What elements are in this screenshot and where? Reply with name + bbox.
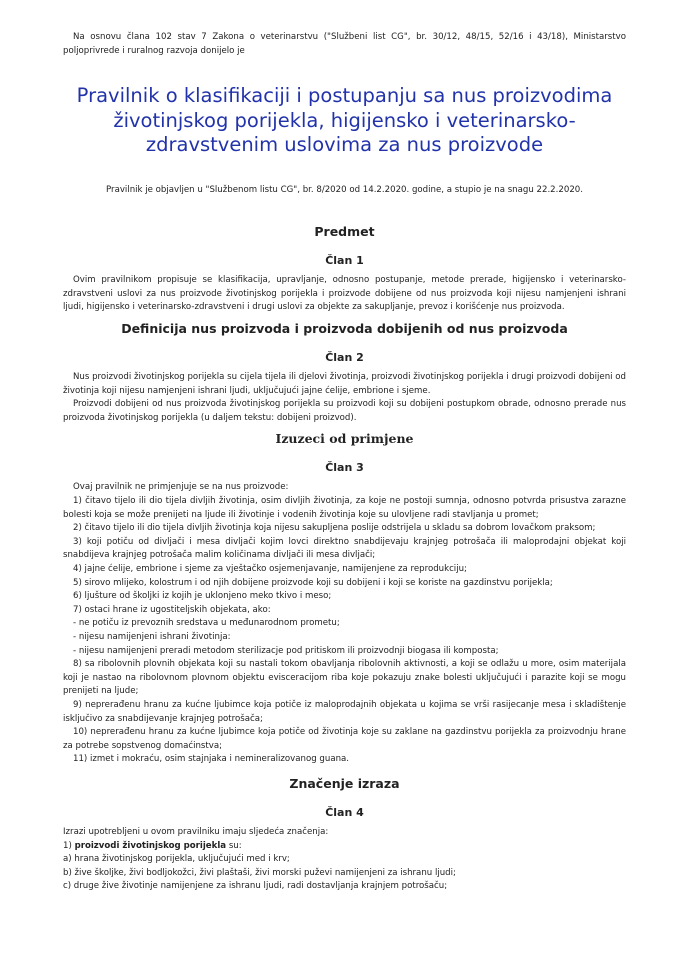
section-heading-znacenje: Značenje izraza [289,775,400,791]
paragraph: 10) neprerađenu hranu za kućne ljubimce koja potiče od životinja koje su zaklane na gazdinstvu porijekla za proizvodnju hrane za potrebe sopstvenog domaćinstva; [63,727,626,751]
item-number: 1) [63,840,75,851]
paragraph: 4) jajne ćelije, embrione i sjeme za vještačko osjemenjavanje, namijenjene za reprodukciju; [73,564,467,574]
paragraph: Ovim pravilnikom propisuje se klasifikacija, upravljanje, odnosno postupanje, metode prerade, higijensko i veterinarsko-zdravstveni uslovi za nus proizvode životinjskog porijekla i proizvode dobijene od nus proizvoda koji nijesu namjenjeni ishrani ljudi, higijensko i veterinarsko-zdravstveni i drugi uslovi za objekte za sakupljanje, prevoz i korišćenje nus proizvoda. [63,275,626,313]
article-1-body [63,274,626,315]
document-page [63,31,626,894]
defined-term: proizvodi životinjskog porijekla [74,840,227,851]
paragraph: Proizvodi dobijeni od nus proizvoda životinjskog porijekla su proizvodi koji su dobijeni postupkom obrade, odnosno prerade nus proizvoda životinjskog porijekla (u daljem tekstu: dobijeni proizvod). [63,399,626,423]
paragraph: Ovaj pravilnik ne primjenjuje se na nus proizvode: [73,482,289,493]
section-heading-predmet: Predmet [314,224,375,240]
paragraph: 8) sa ribolovnih plovnih objekata koji su nastali tokom obavljanja ribolovnih aktivnosti, a koji se odlažu u more, osim materijala koji je nastao na ribolovnom plovnom objektu evisceracijom riba koje pokazuju znake bolesti uključujući i parazite koji se mogu prenijeti na ljude; [63,659,626,697]
paragraph: Nus proizvodi životinjskog porijekla su cijela tijela ili djelovi životinja, proizvodi životinjskog porijekla i drugi proizvodi dobijeni od životinja koji nijesu namjenjeni ishrani ljudi, uključujući jajne ćelije, embrione i sjeme. [63,372,626,396]
paragraph: 1) čitavo tijelo ili dio tijela divljih životinja, osim divljih životinja, za koje ne postoji sumnja, odnosno potvrda prisustva zarazne bolesti koja se može prenijeti na ljude ili životinje i vodenih životinja koje su ulovljene radi stavljanja u promet; [63,496,626,520]
definition-item-1 [63,840,626,854]
article-4-body [63,826,626,894]
paragraph: 9) neprerađenu hranu za kućne ljubimce koja potiče iz maloprodajnih objekata u kojima se vrši rasijecanje mesa i skladištenje isključivo za snabdijevanje krajnjeg potrošača; [63,699,626,724]
paragraph: Izrazi upotrebljeni u ovom pravilniku imaju sljedeća značenja: [63,826,329,837]
paragraph: 5) sirovo mlijeko, kolostrum i od njih dobijene proizvode koji su dobijeni i koji se koriste na gazdinstvu porijekla; [73,577,553,588]
paragraph: 11) izmet i mokraću, osim stajnjaka i nemineralizovanog guana. [73,754,350,765]
section-heading-definicija: Definicija nus proizvoda i proizvoda dobijenih od nus proizvoda [121,321,568,337]
article-heading-4: Član 4 [325,805,364,819]
section-heading-izuzeci: Izuzeci od primjene [275,431,414,447]
list-item: b) žive školjke, živi bodljokožci, živi plaštaši, živi morski puževi namijenjeni za ishranu ljudi; [63,867,456,878]
publication-note: Pravilnik je objavljen u "Službenom listu CG", br. 8/2020 od 14.2.2020. godine, a stupio je na snagu 22.2.2020. [106,184,583,195]
paragraph: - ne potiču iz prevoznih sredstava u međunarodnom prometu; [73,618,340,629]
paragraph: - nijesu namijenjeni ishrani životinja: [73,631,231,642]
paragraph: - nijesu namijenjeni preradi metodom sterilizacje pod pritiskom ili proizvodnji biogasa ili komposta; [73,645,499,656]
item-text: su: [226,840,242,851]
article-3-body [63,481,626,766]
article-heading-2: Član 2 [325,351,364,365]
paragraph: 3) koji potiču od divljači i mesa divljači kojim lovci direktno snabdijevaju krajnjeg potrošača ili maloprodajni objekat koji snabdijeva krajnjeg potrošača malim količinama divljači ili mesa divljači; [63,536,626,561]
article-heading-1: Član 1 [325,254,364,268]
document-title: Pravilnik o klasifikaciji i postupanju sa nus proizvodima životinjskog porijekla, higijensko i veterinarsko-zdravstvenim uslovima za nus proizvode [76,84,613,157]
article-heading-3: Član 3 [325,461,364,475]
list-item: a) hrana životinjskog porijekla, uključujući med i krv; [63,854,290,865]
paragraph: 2) čitavo tijelo ili dio tijela divljih životinja koja nijesu sakupljena poslije odstrijela u skladu sa dobrom lovačkom praksom; [73,523,596,534]
list-item: c) druge žive životinje namijenjene za ishranu ljudi, radi dostavljanja krajnjem potrošaču; [63,881,448,892]
intro-paragraph: Na osnovu člana 102 stav 7 Zakona o veterinarstvu ("Službeni list CG", br. 30/12, 48/15, 52/16 i 43/18), Ministarstvo poljoprivrede i ruralnog razvoja donijelo je [63,32,626,56]
paragraph: 6) ljušture od školjki iz kojih je uklonjeno meko tkivo i meso; [73,591,332,602]
paragraph: 7) ostaci hrane iz ugostiteljskih objekata, ako: [73,604,271,615]
article-2-body [63,371,626,425]
